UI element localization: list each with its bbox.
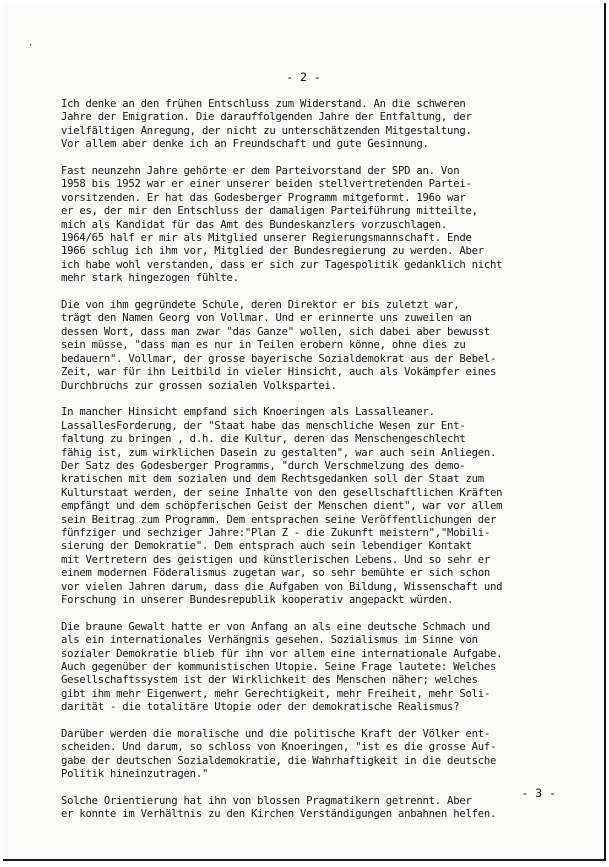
paragraph xyxy=(61,406,593,607)
text-line: Der Satz des Godesberger Programms, "durch Verschmelzung des demo- xyxy=(61,459,466,472)
paragraph xyxy=(61,98,593,152)
text-line: vorsitzenden. Er hat das Godesberger Programm mitgeformt. 196o war xyxy=(61,191,466,204)
text-line: scheiden. Und darum, so schloss von Knoeringen, "ist es die grosse Auf- xyxy=(61,741,497,754)
text-line: Durchbruchs zur grossen sozialen Volkspartei. xyxy=(61,379,337,392)
document-body xyxy=(61,98,593,835)
document-page xyxy=(3,3,606,861)
paragraph xyxy=(61,728,593,782)
text-line: mehr stark hingezogen fühlte. xyxy=(61,272,239,285)
text-line: als ein internationales Verhängnis gesehen. Sozialismus im Sinne von xyxy=(61,634,478,647)
text-line: Jahre der Emigration. Die darauffolgenden Jahre der Entfaltung, der xyxy=(61,111,472,124)
text-line: Zeit, war für ihn Leitbild in vieler Hinsicht, auch als Vokämpfer eines xyxy=(61,366,497,379)
text-line: vor vielen Jahren darum, dass die Aufgaben von Bildung, Wissenschaft und xyxy=(61,580,503,593)
text-line: Die von ihm gegründete Schule, deren Direktor er bis zuletzt war, xyxy=(61,299,460,312)
text-line: vielfältigen Anregung, der nicht zu unterschätzenden Mitgestaltung. xyxy=(61,124,472,137)
text-line: Ich denke an den frühen Entschluss zum Widerstand. An die schweren xyxy=(61,98,466,110)
text-line: Vor allem aber denke ich an Freundschaft und gute Gesinnung. xyxy=(61,138,429,151)
text-line: fünfziger und sechziger Jahre:"Plan Z - die Zukunft meistern","Mobili- xyxy=(61,526,490,539)
text-line: trägt den Namen Georg von Vollmar. Und er erinnerte uns zuweilen an xyxy=(61,312,472,325)
text-line: 1966 schlug ich ihm vor, Mitglied der Bundesregierung zu werden. Aber xyxy=(61,245,484,258)
text-line: Die braune Gewalt hatte er von Anfang an als eine deutsche Schmach und xyxy=(61,620,490,633)
text-line: Kulturstaat werden, der seine Inhalte von den gesellschaftlichen Kräften xyxy=(61,486,503,499)
text-line: sein müsse, "dass man es nur in Teilen erobern könne, ohne dies zu xyxy=(61,339,466,352)
next-page-number: - 3 - xyxy=(521,786,556,800)
paragraph xyxy=(61,165,593,286)
text-line: ich habe wohl verstanden, dass er sich zur Tagespolitik gedanklich nicht xyxy=(61,258,503,271)
text-line: LassallesForderung, der "Staat habe das menschliche Wesen zur Ent- xyxy=(61,419,466,432)
text-line: er konnte im Verhältnis zu den Kirchen Verständigungen anbahnen helfen. xyxy=(61,808,497,821)
text-line: er es, der mir den Entschluss der damaligen Parteiführung mitteilte, xyxy=(61,205,478,218)
text-line: sozialer Demokratie blieb für ihn vor allem eine internationale Aufgabe. xyxy=(61,647,503,660)
text-line: sierung der Demokratie". Dem entsprach auch sein lebendiger Kontakt xyxy=(61,540,472,553)
paragraph xyxy=(61,621,593,715)
text-line: 1964/65 half er mir als Mitglied unserer Regierungsmannschaft. Ende xyxy=(61,232,472,245)
corner-mark: ' xyxy=(28,43,34,53)
text-line: Fast neunzehn Jahre gehörte er dem Parteivorstand der SPD an. Von xyxy=(61,165,460,178)
text-line: empfängt und dem schöpferischen Geist der Menschen dient", war vor allem xyxy=(61,500,503,513)
text-line: gibt ihm mehr Eigenwert, mehr Gerechtigkeit, mehr Freiheit, mehr Soli- xyxy=(61,687,490,700)
text-line: Gesellschaftssystem ist der Wirklichkeit des Menschen näher; welches xyxy=(61,674,478,687)
text-line: Solche Orientierung hat ihn von blossen Pragmatikern getrennt. Aber xyxy=(61,795,472,808)
paragraph xyxy=(61,795,593,822)
page-number: - 2 - xyxy=(286,70,321,84)
paragraph xyxy=(61,299,593,393)
text-line: einem modernen Föderalismus zugetan war, so sehr bemühte er sich schon xyxy=(61,567,490,580)
text-line: fähig ist, zum wirklichen Dasein zu gestalten", war auch sein Anliegen. xyxy=(61,446,497,459)
text-line: bedauern". Vollmar, der grosse bayerische Sozialdemokrat aus der Bebel- xyxy=(61,352,497,365)
text-line: faltung zu bringen , d.h. die Kultur, deren das Menschengeschlecht xyxy=(61,433,466,446)
text-line: Forschung in unserer Bundesrepublik kooperativ angepackt würden. xyxy=(61,593,454,606)
text-line: Darüber werden die moralische und die politische Kraft der Völker ent- xyxy=(61,728,490,741)
text-line: sein Beitrag zum Programm. Dem entsprachen seine Veröffentlichungen der xyxy=(61,513,497,526)
text-line: mich als Kandidat für das Amt des Bundeskanzlers vorzuschlagen. xyxy=(61,218,448,231)
text-line: 1958 bis 1952 war er einer unserer beiden stellvertretenden Partei- xyxy=(61,178,472,191)
text-line: gabe der deutschen Sozialdemokratie, die Wahrhaftigkeit in die deutsche xyxy=(61,754,497,767)
text-line: Auch gegenüber der kommunistischen Utopie. Seine Frage lautete: Welches xyxy=(61,661,497,673)
text-line: darität - die totalitäre Utopie oder der demokratische Realismus? xyxy=(61,701,460,714)
text-line: mit Vertretern des geistigen und künstlerischen Lebens. Und so sehr er xyxy=(61,553,490,566)
text-line: In mancher Hinsicht empfand sich Knoeringen als Lassalleaner. xyxy=(61,406,435,419)
text-line: dessen Wort, dass man zwar "das Ganze" wollen, sich dabei aber bewusst xyxy=(61,325,490,338)
text-line: kratischen mit dem sozialen und dem Rechtsgedanken soll der Staat zum xyxy=(61,473,484,486)
text-line: Politik hineinzutragen." xyxy=(61,768,209,781)
